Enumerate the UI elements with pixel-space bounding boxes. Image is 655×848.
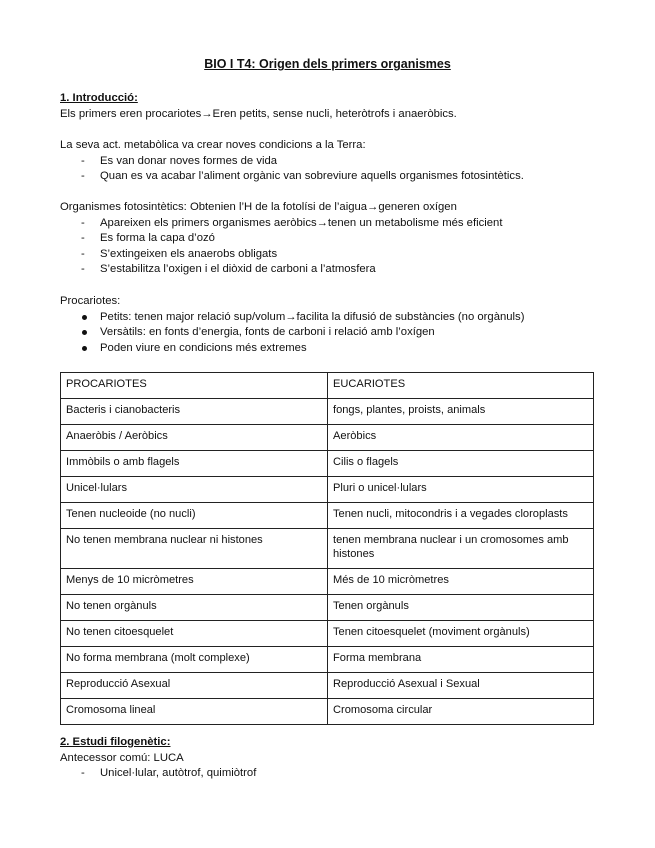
photosynthetic-block: [60, 200, 595, 278]
section-heading: 2. Estudi filogenètic:: [60, 736, 171, 748]
table-cell: Immòbils o amb flagels: [61, 451, 328, 477]
table-cell: Menys de 10 micròmetres: [61, 569, 328, 595]
table-row: [61, 477, 594, 503]
list-item: Poden viure en condicions més extremes: [60, 341, 595, 357]
table-cell: tenen membrana nuclear i un cromosomes amb histones: [328, 529, 594, 569]
prokaryotes-lead: Procariotes:: [60, 295, 121, 307]
table-cell: Pluri o unicel·lulars: [328, 477, 594, 503]
table-cell: Reproducció Asexual: [61, 673, 328, 699]
table-row: [61, 503, 594, 529]
table-header-cell: EUCARIOTES: [328, 373, 594, 399]
table-header-cell: PROCARIOTES: [61, 373, 328, 399]
list-item: - S’estabilitza l’oxigen i el diòxid de carboni a l’atmosfera: [60, 262, 595, 278]
table-row: [61, 595, 594, 621]
document-title: BIO I T4: Origen dels primers organismes: [204, 57, 451, 71]
section-heading: 1. Introducció:: [60, 92, 138, 104]
list-item: - S’extingeixen els anaerobs obligats: [60, 247, 595, 263]
table-row: [61, 451, 594, 477]
table-row: [61, 569, 594, 595]
table-cell: Tenen nucli, mitocondris i a vegades cloroplasts: [328, 503, 594, 529]
metabolic-block: [60, 138, 595, 185]
table-cell: No tenen membrana nuclear ni histones: [61, 529, 328, 569]
table-cell: fongs, plantes, proists, animals: [328, 399, 594, 425]
table-row: [61, 647, 594, 673]
list-item: Petits: tenen major relació sup/volum→facilita la difusió de substàncies (no orgànuls): [60, 310, 595, 326]
section-phylogenetic: [60, 735, 595, 782]
photosynthetic-lead: Organismes fotosintètics: Obtenien l’H de la fotolísi de l’aigua→generen oxígen: [60, 201, 457, 213]
table-row: [61, 673, 594, 699]
photosynthetic-list: [60, 216, 595, 278]
list-item: - Es forma la capa d’ozó: [60, 231, 595, 247]
intro-paragraph: Els primers eren procariotes→Eren petits, sense nucli, heteròtrofs i anaeròbics.: [60, 107, 457, 120]
list-item: - Unicel·lular, autòtrof, quimiòtrof: [60, 766, 595, 782]
list-item: Versàtils: en fonts d’energia, fonts de carboni i relació amb l’oxígen: [60, 325, 595, 341]
table-cell: Cilis o flagels: [328, 451, 594, 477]
table-cell: Més de 10 micròmetres: [328, 569, 594, 595]
metabolic-list: [60, 154, 595, 185]
table-cell: Tenen citoesquelet (moviment orgànuls): [328, 621, 594, 647]
table-cell: No forma membrana (molt complexe): [61, 647, 328, 673]
table-cell: Unicel·lulars: [61, 477, 328, 503]
table-cell: Tenen nucleoide (no nucli): [61, 503, 328, 529]
table-row: [61, 425, 594, 451]
table-cell: Reproducció Asexual i Sexual: [328, 673, 594, 699]
list-item: - Quan es va acabar l’aliment orgànic van sobreviure aquells organismes fotosintètics.: [60, 169, 595, 185]
table-cell: No tenen orgànuls: [61, 595, 328, 621]
list-item: - Es van donar noves formes de vida: [60, 154, 595, 170]
table-cell: Bacteris i cianobacteris: [61, 399, 328, 425]
table-cell: No tenen citoesquelet: [61, 621, 328, 647]
prokaryotes-block: [60, 294, 595, 356]
table-row: [61, 529, 594, 569]
table-row: [61, 621, 594, 647]
table-cell: Cromosoma lineal: [61, 699, 328, 725]
list-item: - Apareixen els primers organismes aeròbics→tenen un metabolisme més eficient: [60, 216, 595, 232]
table-cell: Tenen orgànuls: [328, 595, 594, 621]
metabolic-lead: La seva act. metabòlica va crear noves condicions a la Terra:: [60, 139, 366, 151]
table-cell: Anaeròbis / Aeròbics: [61, 425, 328, 451]
prokaryotes-list: [60, 310, 595, 357]
table-row: [61, 699, 594, 725]
luca-list: [60, 766, 595, 782]
table-cell: Cromosoma circular: [328, 699, 594, 725]
table-row: [61, 399, 594, 425]
comparison-table: [60, 372, 594, 725]
table-cell: Forma membrana: [328, 647, 594, 673]
table-header-row: [61, 373, 594, 399]
section-introduction: [60, 91, 595, 122]
luca-lead: Antecessor comú: LUCA: [60, 751, 184, 764]
table-cell: Aeròbics: [328, 425, 594, 451]
